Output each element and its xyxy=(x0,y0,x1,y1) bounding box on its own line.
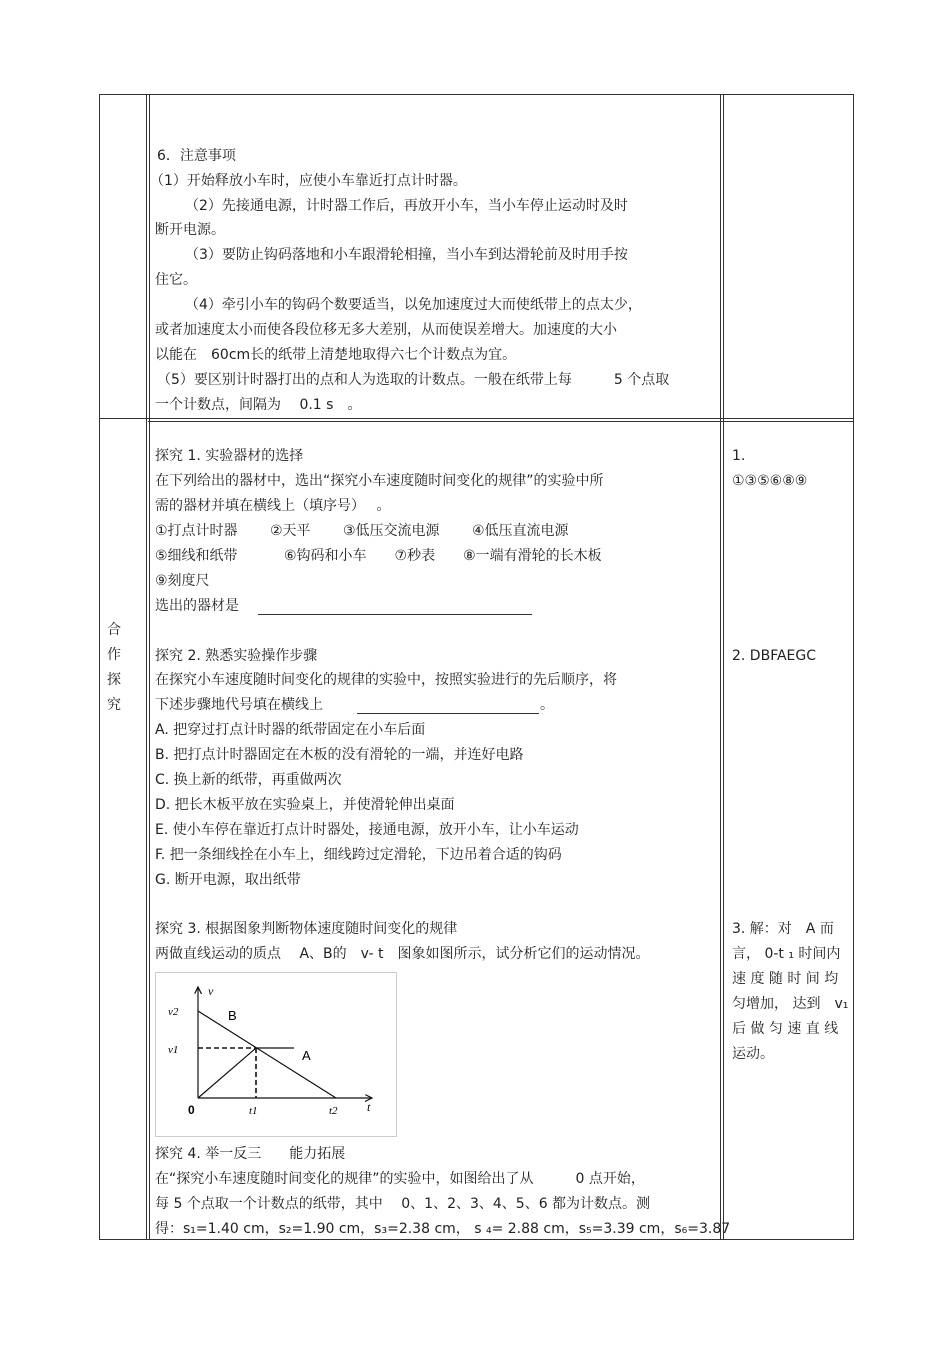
note-line: 住它。 xyxy=(155,272,197,288)
table-left-border xyxy=(99,94,100,1240)
table-top-border xyxy=(99,94,854,95)
section-label-char: 作 xyxy=(107,647,121,663)
explore2-step: A. 把穿过打点计时器的纸带固定在小车后面 xyxy=(155,722,426,738)
t1-label: t1 xyxy=(249,1105,258,1117)
explore1-question: 在下列给出的器材中，选出“探究小车速度随时间变化的规律”的实验中所 xyxy=(155,473,604,489)
answer2: 2. DBFAEGC xyxy=(732,648,817,664)
note-line: （2）先接通电源，计时器工作后，再放开小车，当小车停止运动时及时 xyxy=(185,198,628,214)
explore4-title: 探究 4. 举一反三 能力拓展 xyxy=(155,1146,346,1162)
v2-label: v2 xyxy=(168,1006,179,1018)
explore2-step: F. 把一条细线拴在小车上，细线跨过定滑轮，下边吊着合适的钩码 xyxy=(155,847,562,863)
note-line: （3）要防止钩码落地和小车跟滑轮相撞，当小车到达滑轮前及时用手按 xyxy=(185,247,628,263)
explore1-question: 需的器材并填在横线上（填序号） 。 xyxy=(155,498,391,514)
row-divider-inner xyxy=(148,421,854,422)
explore1-options: ⑤细线和纸带 ⑥钩码和小车 ⑦秒表 ⑧一端有滑轮的长木板 xyxy=(155,548,602,564)
explore2-step: B. 把打点计时器固定在木板的没有滑轮的一端，并连好电路 xyxy=(155,747,524,763)
line-b-label: B xyxy=(228,1008,237,1023)
note-line: （5）要区别计时器打出的点和人为选取的计数点。一般在纸带上每 5 个点取 xyxy=(157,372,670,388)
t2-label: t2 xyxy=(329,1105,338,1117)
explore4-text: 在“探究小车速度随时间变化的规律”的实验中，如图给出了从 0 点开始， xyxy=(155,1171,645,1187)
explore2-question: 下述步骤地代号填在横线上 xyxy=(155,697,323,713)
explore1-options: ①打点计时器 ②天平 ③低压交流电源 ④低压直流电源 xyxy=(155,523,569,539)
answer1-number: 1. xyxy=(732,448,746,464)
column-divider-right xyxy=(720,94,721,1240)
answer3-line: 速 度 随 时 间 均 xyxy=(732,971,839,987)
vt-graph xyxy=(155,972,397,1137)
explore2-step: E. 使小车停在靠近打点计时器处，接通电源，放开小车，让小车运动 xyxy=(155,822,579,838)
explore3-question: 两做直线运动的质点 A、B的 v- t 图象如图所示，试分析它们的运动情况。 xyxy=(155,946,650,962)
explore1-title: 探究 1. 实验器材的选择 xyxy=(155,448,304,464)
section-label-char: 合 xyxy=(107,622,121,638)
explore2-answer-blank[interactable] xyxy=(357,713,539,714)
section-label-char: 究 xyxy=(107,697,121,713)
v1-label: v1 xyxy=(168,1044,179,1056)
section-label-char: 探 xyxy=(107,672,121,688)
explore4-text: 得：s₁=1.40 cm，s₂=1.90 cm，s₃=2.38 cm， s ₄= 2.88 cm，s₅=3.39 cm，s₆=3.87 xyxy=(155,1221,731,1237)
answer1: ①③⑤⑥⑧⑨ xyxy=(732,473,808,489)
explore2-step: C. 换上新的纸带，再重做两次 xyxy=(155,772,342,788)
explore4-text: 每 5 个点取一个计数点的纸带，其中 0、1、2、3、4、5、6 都为计数点。测 xyxy=(155,1196,651,1212)
column-divider-left xyxy=(146,94,147,1240)
notes-heading: 6．注意事项 xyxy=(157,148,236,164)
answer3-line: 3. 解：对 A 而 xyxy=(732,921,834,937)
answer3-line: 运动。 xyxy=(732,1046,774,1062)
answer3-line: 后 做 匀 速 直 线 xyxy=(732,1021,839,1037)
answer3-line: 匀增加， 达到 v₁ xyxy=(732,996,849,1012)
explore2-title: 探究 2. 熟悉实验操作步骤 xyxy=(155,648,318,664)
line-a-label: A xyxy=(302,1048,311,1063)
line-b xyxy=(198,1011,336,1098)
note-line: 以能在 60cm长的纸带上清楚地取得六七个计数点为宜。 xyxy=(155,347,517,363)
table-bottom-border xyxy=(99,1239,854,1240)
vt-graph-svg xyxy=(156,973,396,1136)
table-right-border xyxy=(853,94,854,1240)
note-line: 或者加速度太小而使各段位移无多大差别，从而使误差增大。加速度的大小 xyxy=(155,322,617,338)
explore1-answer-prompt: 选出的器材是 xyxy=(155,598,239,614)
explore2-question: 在探究小车速度随时间变化的规律的实验中，按照实验进行的先后顺序，将 xyxy=(155,672,617,688)
row-divider xyxy=(99,418,854,419)
explore1-answer-blank[interactable] xyxy=(258,614,532,615)
explore2-step: G. 断开电源，取出纸带 xyxy=(155,872,301,888)
v-axis-label: v xyxy=(208,984,214,998)
explore2-question-end: 。 xyxy=(540,697,554,713)
answer3-line: 言， 0-t ₁ 时间内 xyxy=(732,946,841,962)
column-divider-right-inner xyxy=(723,94,724,1240)
t-axis-label: t xyxy=(367,1100,371,1114)
explore2-step: D. 把长木板平放在实验桌上，并使滑轮伸出桌面 xyxy=(155,797,455,813)
explore1-options: ⑨刻度尺 xyxy=(155,573,210,589)
note-line: 断开电源。 xyxy=(155,222,225,238)
explore3-title: 探究 3. 根据图象判断物体速度随时间变化的规律 xyxy=(155,921,458,937)
origin-label: 0 xyxy=(188,1103,195,1117)
line-a-rise xyxy=(198,1048,256,1098)
note-line: 一个计数点，间隔为 0.1 s 。 xyxy=(155,397,362,413)
column-divider-left-inner xyxy=(149,94,150,1240)
note-line: （1）开始释放小车时，应使小车靠近打点计时器。 xyxy=(150,173,467,189)
note-line: （4）牵引小车的钩码个数要适当，以免加速度过大而使纸带上的点太少， xyxy=(185,297,642,313)
